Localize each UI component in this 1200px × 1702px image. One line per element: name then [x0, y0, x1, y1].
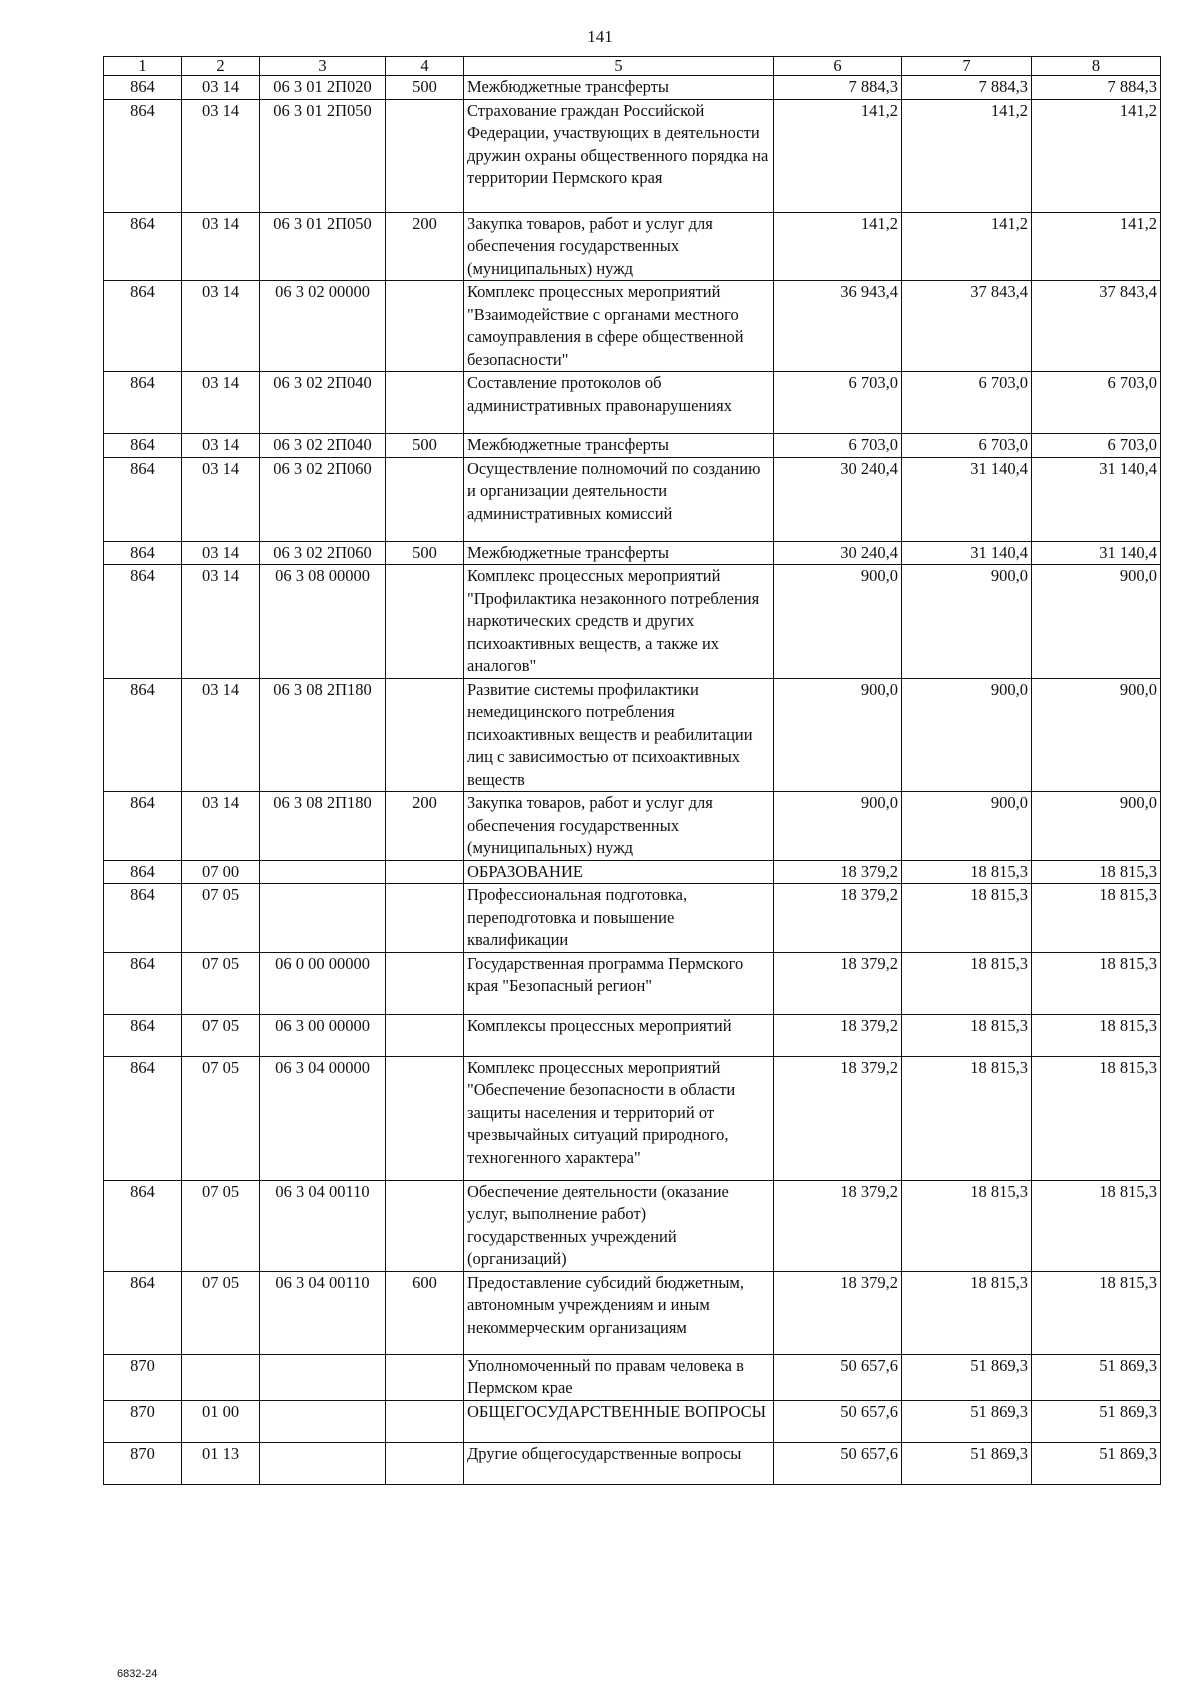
- amount-2026-cell: 18 815,3: [1032, 1014, 1161, 1056]
- table-row: [104, 99, 1161, 212]
- target-article-cell: 06 3 02 2П040: [260, 372, 386, 434]
- amount-2024-cell: 900,0: [774, 565, 902, 679]
- target-article-cell: 06 3 08 00000: [260, 565, 386, 679]
- section-cell: 03 14: [182, 678, 260, 792]
- target-article-cell: [260, 1354, 386, 1400]
- amount-2024-cell: 141,2: [774, 99, 902, 212]
- kved-cell: 870: [104, 1354, 182, 1400]
- budget-table: [103, 56, 1161, 1485]
- description-cell: Закупка товаров, работ и услуг для обеспечения государственных (муниципальных) нужд: [464, 792, 774, 861]
- amount-2026-cell: 51 869,3: [1032, 1354, 1161, 1400]
- table-body: [104, 76, 1161, 1485]
- section-cell: 03 14: [182, 99, 260, 212]
- amount-2025-cell: 900,0: [902, 792, 1032, 861]
- footer-code: 6832-24: [117, 1668, 158, 1680]
- table-row: [104, 678, 1161, 792]
- amount-2026-cell: 900,0: [1032, 678, 1161, 792]
- amount-2026-cell: 18 815,3: [1032, 1180, 1161, 1271]
- amount-2024-cell: 18 379,2: [774, 1056, 902, 1180]
- section-cell: 03 14: [182, 281, 260, 372]
- target-article-cell: [260, 1400, 386, 1442]
- amount-2025-cell: 51 869,3: [902, 1400, 1032, 1442]
- amount-2025-cell: 6 703,0: [902, 434, 1032, 458]
- description-cell: Государственная программа Пермского края "Безопасный регион": [464, 952, 774, 1014]
- amount-2024-cell: 900,0: [774, 678, 902, 792]
- expense-type-cell: 200: [386, 212, 464, 281]
- expense-type-cell: 500: [386, 541, 464, 565]
- description-cell: Комплексы процессных мероприятий: [464, 1014, 774, 1056]
- section-cell: [182, 1354, 260, 1400]
- table-row: [104, 281, 1161, 372]
- amount-2024-cell: 141,2: [774, 212, 902, 281]
- expense-type-cell: [386, 281, 464, 372]
- kved-cell: 864: [104, 1271, 182, 1354]
- amount-2025-cell: 18 815,3: [902, 860, 1032, 884]
- amount-2026-cell: 18 815,3: [1032, 884, 1161, 953]
- amount-2026-cell: 900,0: [1032, 565, 1161, 679]
- kved-cell: 870: [104, 1442, 182, 1484]
- kved-cell: 864: [104, 860, 182, 884]
- target-article-cell: 06 3 02 2П060: [260, 457, 386, 541]
- table-row: [104, 884, 1161, 953]
- target-article-cell: [260, 860, 386, 884]
- amount-2024-cell: 18 379,2: [774, 1014, 902, 1056]
- amount-2025-cell: 141,2: [902, 212, 1032, 281]
- table-row: [104, 1014, 1161, 1056]
- kved-cell: 870: [104, 1400, 182, 1442]
- section-cell: 01 00: [182, 1400, 260, 1442]
- amount-2025-cell: 141,2: [902, 99, 1032, 212]
- amount-2026-cell: 141,2: [1032, 212, 1161, 281]
- target-article-cell: 06 3 04 00110: [260, 1180, 386, 1271]
- amount-2025-cell: 37 843,4: [902, 281, 1032, 372]
- expense-type-cell: [386, 860, 464, 884]
- description-cell: Страхование граждан Российской Федерации, участвующих в деятельности дружин охраны общественного порядка на территории Пермского края: [464, 99, 774, 212]
- table-row: [104, 1271, 1161, 1354]
- description-cell: Составление протоколов об административных правонарушениях: [464, 372, 774, 434]
- expense-type-cell: 500: [386, 434, 464, 458]
- column-header-row: [104, 57, 1161, 76]
- amount-2026-cell: 900,0: [1032, 792, 1161, 861]
- kved-cell: 864: [104, 212, 182, 281]
- table-row: [104, 792, 1161, 861]
- kved-cell: 864: [104, 1056, 182, 1180]
- kved-cell: 864: [104, 434, 182, 458]
- amount-2026-cell: 18 815,3: [1032, 1271, 1161, 1354]
- column-header: 4: [386, 57, 464, 76]
- target-article-cell: 06 3 01 2П050: [260, 212, 386, 281]
- expense-type-cell: [386, 457, 464, 541]
- section-cell: 03 14: [182, 565, 260, 679]
- target-article-cell: 06 3 02 00000: [260, 281, 386, 372]
- expense-type-cell: 500: [386, 76, 464, 100]
- target-article-cell: 06 3 01 2П020: [260, 76, 386, 100]
- kved-cell: 864: [104, 565, 182, 679]
- kved-cell: 864: [104, 281, 182, 372]
- target-article-cell: [260, 884, 386, 953]
- amount-2025-cell: 31 140,4: [902, 541, 1032, 565]
- table-row: [104, 76, 1161, 100]
- target-article-cell: 06 3 02 2П040: [260, 434, 386, 458]
- amount-2024-cell: 900,0: [774, 792, 902, 861]
- table-row: [104, 860, 1161, 884]
- description-cell: ОБЩЕГОСУДАРСТВЕННЫЕ ВОПРОСЫ: [464, 1400, 774, 1442]
- description-cell: Комплекс процессных мероприятий "Обеспечение безопасности в области защиты населения и территорий от чрезвычайных ситуаций природного, техногенного характера": [464, 1056, 774, 1180]
- description-cell: Предоставление субсидий бюджетным, автономным учреждениям и иным некоммерческим организациям: [464, 1271, 774, 1354]
- table-row: [104, 457, 1161, 541]
- target-article-cell: 06 3 01 2П050: [260, 99, 386, 212]
- kved-cell: 864: [104, 457, 182, 541]
- amount-2024-cell: 18 379,2: [774, 952, 902, 1014]
- kved-cell: 864: [104, 678, 182, 792]
- section-cell: 01 13: [182, 1442, 260, 1484]
- description-cell: Развитие системы профилактики немедицинского потребления психоактивных веществ и реабилитации лиц с зависимостью от психоактивных веществ: [464, 678, 774, 792]
- table-row: [104, 952, 1161, 1014]
- expense-type-cell: [386, 1400, 464, 1442]
- description-cell: Профессиональная подготовка, переподготовка и повышение квалификации: [464, 884, 774, 953]
- column-header: 7: [902, 57, 1032, 76]
- description-cell: Уполномоченный по правам человека в Пермском крае: [464, 1354, 774, 1400]
- amount-2025-cell: 900,0: [902, 678, 1032, 792]
- amount-2025-cell: 7 884,3: [902, 76, 1032, 100]
- table-row: [104, 1400, 1161, 1442]
- table-row: [104, 1354, 1161, 1400]
- expense-type-cell: [386, 678, 464, 792]
- amount-2024-cell: 30 240,4: [774, 457, 902, 541]
- table-row: [104, 434, 1161, 458]
- column-header: 6: [774, 57, 902, 76]
- table-row: [104, 1056, 1161, 1180]
- target-article-cell: 06 3 08 2П180: [260, 792, 386, 861]
- description-cell: Межбюджетные трансферты: [464, 541, 774, 565]
- column-header: 1: [104, 57, 182, 76]
- amount-2025-cell: 18 815,3: [902, 884, 1032, 953]
- section-cell: 07 00: [182, 860, 260, 884]
- table-row: [104, 212, 1161, 281]
- expense-type-cell: [386, 1056, 464, 1180]
- amount-2024-cell: 30 240,4: [774, 541, 902, 565]
- expense-type-cell: [386, 1354, 464, 1400]
- amount-2024-cell: 7 884,3: [774, 76, 902, 100]
- expense-type-cell: [386, 952, 464, 1014]
- section-cell: 03 14: [182, 457, 260, 541]
- section-cell: 07 05: [182, 1271, 260, 1354]
- kved-cell: 864: [104, 792, 182, 861]
- amount-2025-cell: 18 815,3: [902, 1056, 1032, 1180]
- amount-2026-cell: 6 703,0: [1032, 372, 1161, 434]
- expense-type-cell: 200: [386, 792, 464, 861]
- kved-cell: 864: [104, 1014, 182, 1056]
- kved-cell: 864: [104, 952, 182, 1014]
- section-cell: 07 05: [182, 1014, 260, 1056]
- description-cell: Комплекс процессных мероприятий "Профилактика незаконного потребления наркотических средств и других психоактивных веществ, а также их аналогов": [464, 565, 774, 679]
- amount-2024-cell: 18 379,2: [774, 860, 902, 884]
- amount-2024-cell: 6 703,0: [774, 372, 902, 434]
- amount-2024-cell: 18 379,2: [774, 1180, 902, 1271]
- kved-cell: 864: [104, 372, 182, 434]
- section-cell: 03 14: [182, 212, 260, 281]
- description-cell: Обеспечение деятельности (оказание услуг, выполнение работ) государственных учреждений (организаций): [464, 1180, 774, 1271]
- column-header: 3: [260, 57, 386, 76]
- kved-cell: 864: [104, 99, 182, 212]
- column-header: 5: [464, 57, 774, 76]
- amount-2025-cell: 6 703,0: [902, 372, 1032, 434]
- section-cell: 03 14: [182, 76, 260, 100]
- expense-type-cell: [386, 1180, 464, 1271]
- amount-2026-cell: 31 140,4: [1032, 457, 1161, 541]
- kved-cell: 864: [104, 76, 182, 100]
- section-cell: 07 05: [182, 1056, 260, 1180]
- section-cell: 03 14: [182, 792, 260, 861]
- amount-2026-cell: 51 869,3: [1032, 1400, 1161, 1442]
- page-number: 141: [587, 27, 613, 46]
- amount-2025-cell: 51 869,3: [902, 1354, 1032, 1400]
- description-cell: Закупка товаров, работ и услуг для обеспечения государственных (муниципальных) нужд: [464, 212, 774, 281]
- description-cell: Межбюджетные трансферты: [464, 434, 774, 458]
- target-article-cell: [260, 1442, 386, 1484]
- kved-cell: 864: [104, 541, 182, 565]
- section-cell: 07 05: [182, 952, 260, 1014]
- description-cell: ОБРАЗОВАНИЕ: [464, 860, 774, 884]
- table-row: [104, 541, 1161, 565]
- target-article-cell: 06 3 00 00000: [260, 1014, 386, 1056]
- amount-2026-cell: 18 815,3: [1032, 952, 1161, 1014]
- expense-type-cell: 600: [386, 1271, 464, 1354]
- target-article-cell: 06 0 00 00000: [260, 952, 386, 1014]
- amount-2024-cell: 50 657,6: [774, 1442, 902, 1484]
- target-article-cell: 06 3 02 2П060: [260, 541, 386, 565]
- expense-type-cell: [386, 1014, 464, 1056]
- section-cell: 07 05: [182, 1180, 260, 1271]
- amount-2025-cell: 31 140,4: [902, 457, 1032, 541]
- section-cell: 03 14: [182, 541, 260, 565]
- expense-type-cell: [386, 372, 464, 434]
- table-row: [104, 565, 1161, 679]
- target-article-cell: 06 3 04 00000: [260, 1056, 386, 1180]
- amount-2024-cell: 18 379,2: [774, 884, 902, 953]
- amount-2026-cell: 141,2: [1032, 99, 1161, 212]
- target-article-cell: 06 3 04 00110: [260, 1271, 386, 1354]
- table-row: [104, 1442, 1161, 1484]
- section-cell: 03 14: [182, 434, 260, 458]
- description-cell: Другие общегосударственные вопросы: [464, 1442, 774, 1484]
- column-header: 8: [1032, 57, 1161, 76]
- amount-2026-cell: 18 815,3: [1032, 860, 1161, 884]
- amount-2024-cell: 6 703,0: [774, 434, 902, 458]
- amount-2026-cell: 31 140,4: [1032, 541, 1161, 565]
- description-cell: Межбюджетные трансферты: [464, 76, 774, 100]
- target-article-cell: 06 3 08 2П180: [260, 678, 386, 792]
- section-cell: 03 14: [182, 372, 260, 434]
- amount-2026-cell: 51 869,3: [1032, 1442, 1161, 1484]
- amount-2025-cell: 18 815,3: [902, 1271, 1032, 1354]
- amount-2024-cell: 50 657,6: [774, 1400, 902, 1442]
- amount-2025-cell: 18 815,3: [902, 1014, 1032, 1056]
- amount-2024-cell: 18 379,2: [774, 1271, 902, 1354]
- description-cell: Комплекс процессных мероприятий "Взаимодействие с органами местного самоуправления в сфере общественной безопасности": [464, 281, 774, 372]
- amount-2025-cell: 900,0: [902, 565, 1032, 679]
- amount-2025-cell: 51 869,3: [902, 1442, 1032, 1484]
- amount-2026-cell: 6 703,0: [1032, 434, 1161, 458]
- amount-2026-cell: 7 884,3: [1032, 76, 1161, 100]
- table-row: [104, 372, 1161, 434]
- amount-2026-cell: 37 843,4: [1032, 281, 1161, 372]
- expense-type-cell: [386, 565, 464, 679]
- amount-2026-cell: 18 815,3: [1032, 1056, 1161, 1180]
- expense-type-cell: [386, 884, 464, 953]
- expense-type-cell: [386, 99, 464, 212]
- table-row: [104, 1180, 1161, 1271]
- amount-2024-cell: 36 943,4: [774, 281, 902, 372]
- section-cell: 07 05: [182, 884, 260, 953]
- description-cell: Осуществление полномочий по созданию и организации деятельности административных комиссий: [464, 457, 774, 541]
- kved-cell: 864: [104, 1180, 182, 1271]
- amount-2025-cell: 18 815,3: [902, 952, 1032, 1014]
- amount-2024-cell: 50 657,6: [774, 1354, 902, 1400]
- amount-2025-cell: 18 815,3: [902, 1180, 1032, 1271]
- kved-cell: 864: [104, 884, 182, 953]
- column-header: 2: [182, 57, 260, 76]
- expense-type-cell: [386, 1442, 464, 1484]
